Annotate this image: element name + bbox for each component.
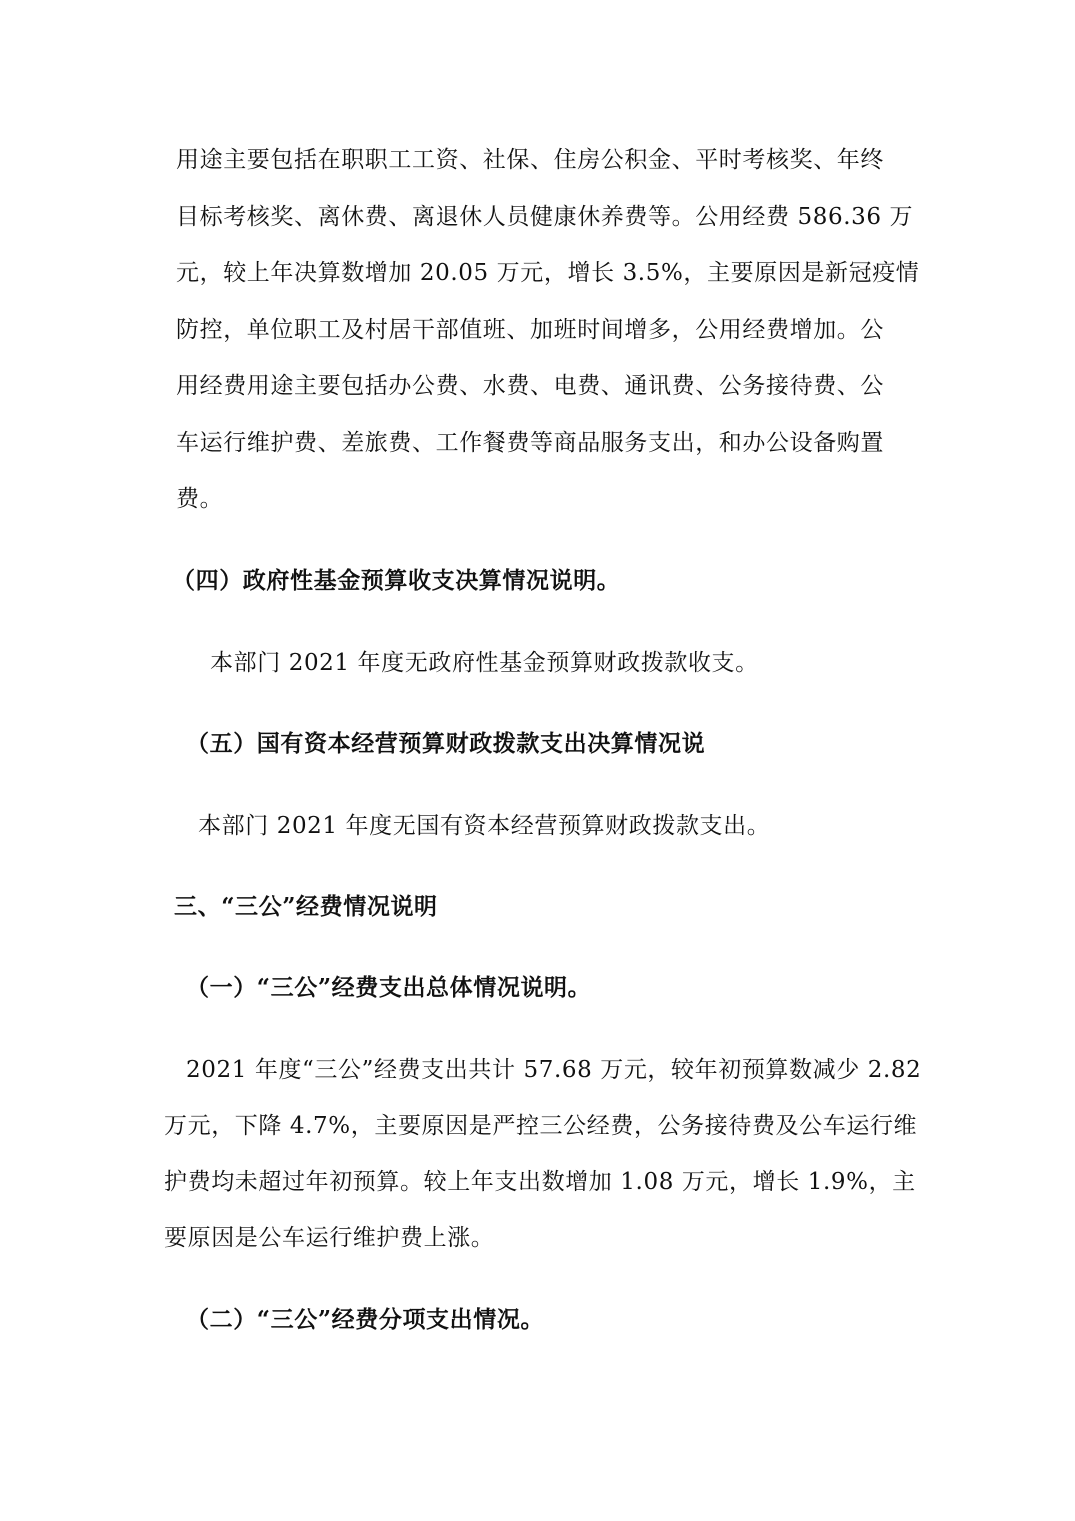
- paragraph-line: 元，较上年决算数增加 20.05 万元，增长 3.5%，主要原因是新冠疫情: [176, 260, 920, 286]
- part-heading-three-public-expenses: 三、“三公”经费情况说明: [174, 893, 438, 920]
- section-text-government-fund: 本部门 2021 年度无政府性基金预算财政拨款收支。: [210, 650, 759, 676]
- subsection-paragraph-line: 2021 年度“三公”经费支出共计 57.68 万元，较年初预算数减少 2.82: [186, 1057, 922, 1083]
- subsection-paragraph-line: 要原因是公车运行维护费上涨。: [164, 1225, 495, 1251]
- subsection-paragraph-line: 万元，下降 4.7%，主要原因是严控三公经费，公务接待费及公车运行维: [164, 1113, 918, 1139]
- section-heading-state-capital: （五）国有资本经营预算财政拨款支出决算情况说: [186, 730, 706, 757]
- section-heading-government-fund: （四）政府性基金预算收支决算情况说明。: [172, 567, 621, 594]
- paragraph-line: 目标考核奖、离休费、离退休人员健康休养费等。公用经费 586.36 万: [176, 204, 914, 230]
- section-text-state-capital: 本部门 2021 年度无国有资本经营预算财政拨款支出。: [198, 813, 771, 839]
- subsection-heading-itemized: （二）“三公”经费分项支出情况。: [186, 1306, 545, 1333]
- paragraph-line: 防控，单位职工及村居干部值班、加班时间增多，公用经费增加。公: [176, 317, 884, 343]
- paragraph-line: 车运行维护费、差旅费、工作餐费等商品服务支出，和办公设备购置: [176, 430, 884, 456]
- paragraph-line: 费。: [176, 486, 224, 512]
- subsection-heading-overall: （一）“三公”经费支出总体情况说明。: [186, 974, 592, 1001]
- subsection-paragraph-line: 护费均未超过年初预算。较上年支出数增加 1.08 万元，增长 1.9%，主: [164, 1169, 916, 1195]
- paragraph-line: 用经费用途主要包括办公费、水费、电费、通讯费、公务接待费、公: [176, 373, 884, 399]
- paragraph-line: 用途主要包括在职职工工资、社保、住房公积金、平时考核奖、年终: [176, 147, 884, 173]
